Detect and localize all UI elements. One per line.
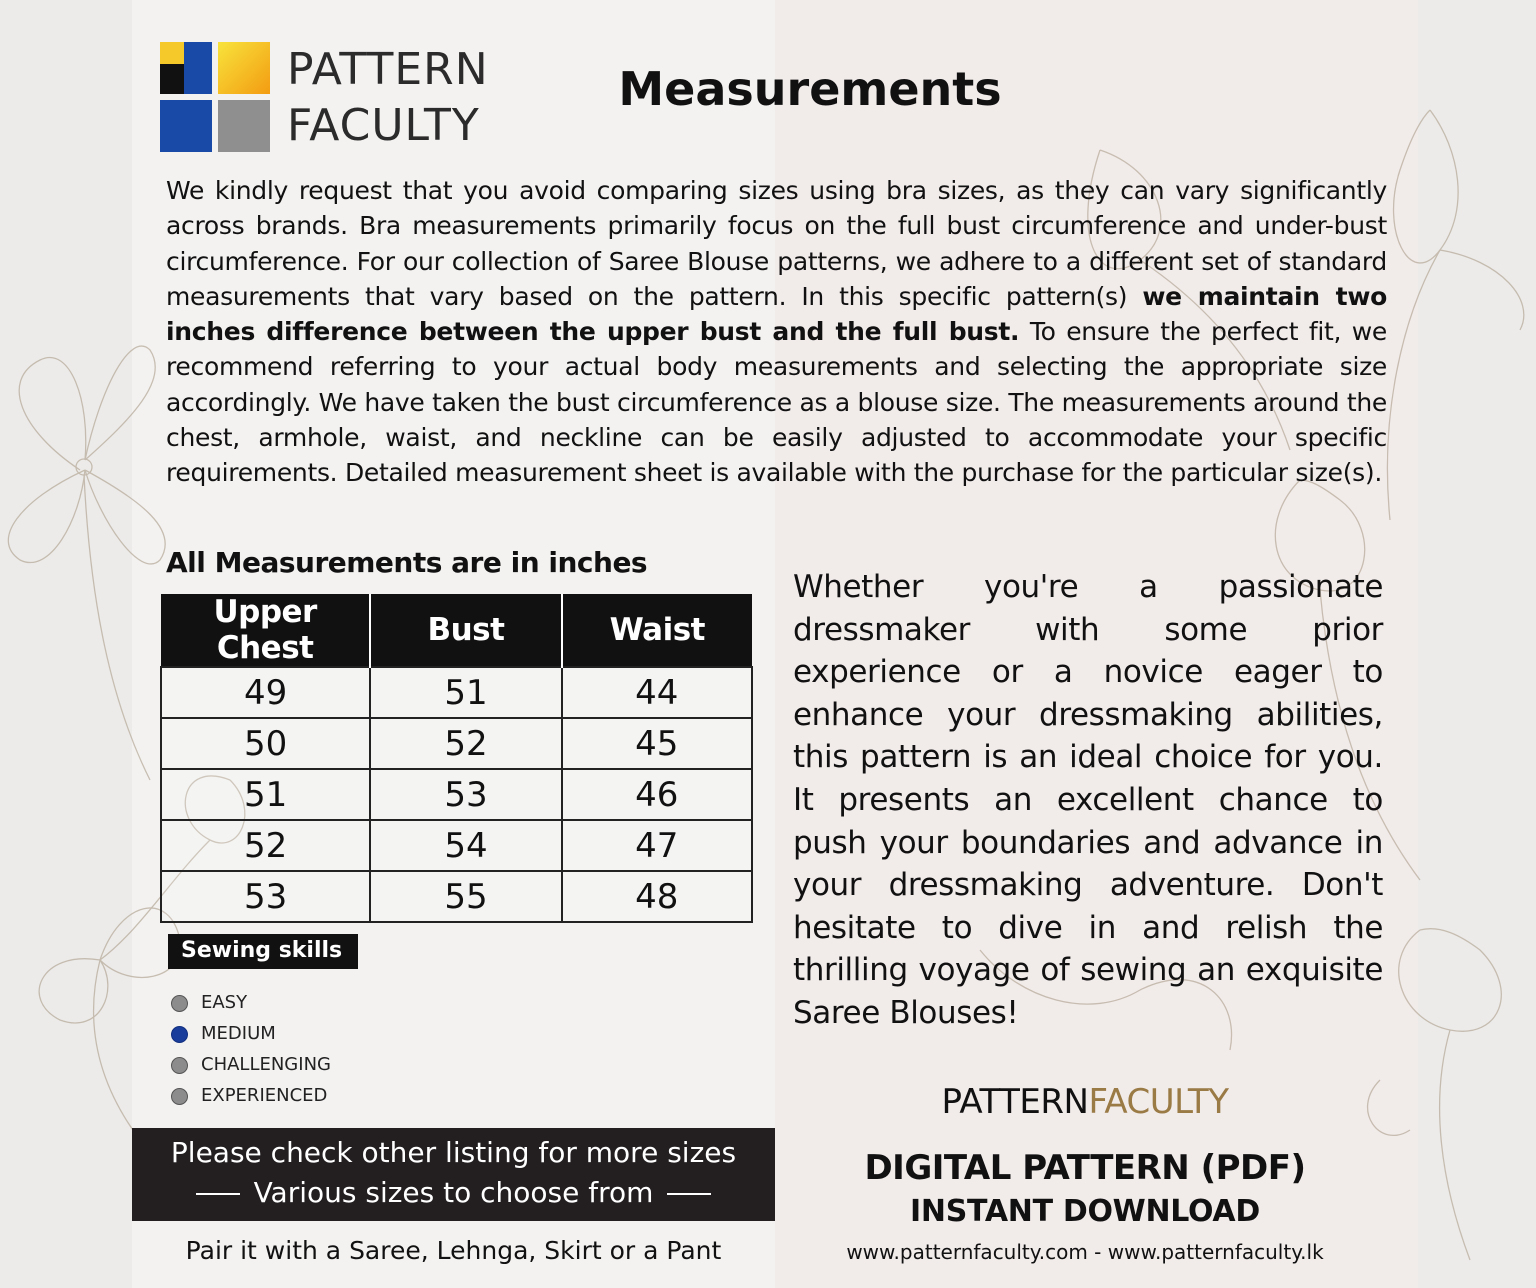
cell-bust: 55 xyxy=(370,871,561,922)
digital-pattern-label: DIGITAL PATTERN (PDF) xyxy=(864,1148,1306,1188)
radio-dot-selected-icon xyxy=(171,1026,188,1043)
table-row xyxy=(161,769,752,820)
logo-square-orange xyxy=(218,42,270,94)
brand-part1: PATTERN xyxy=(941,1082,1089,1122)
banner-line1: Please check other listing for more sizes xyxy=(170,1136,737,1169)
table-header-row xyxy=(161,594,752,667)
website-urls: www.patternfaculty.com - www.patternfaculty.lk xyxy=(846,1240,1324,1264)
banner-line2: Various sizes to choose from xyxy=(253,1176,654,1209)
brand-part2: FACULTY xyxy=(1088,1082,1229,1122)
cell-waist: 45 xyxy=(562,718,752,769)
header-waist: Waist xyxy=(562,594,752,667)
cell-upper-chest: 53 xyxy=(161,871,370,922)
radio-dot-icon xyxy=(171,995,188,1012)
more-sizes-banner xyxy=(132,1128,775,1221)
skill-label: MEDIUM xyxy=(201,1023,276,1044)
page-title: Measurements xyxy=(618,62,1002,116)
cell-bust: 53 xyxy=(370,769,561,820)
table-row xyxy=(161,718,752,769)
cell-waist: 46 xyxy=(562,769,752,820)
measurements-heading: All Measurements are in inches xyxy=(166,546,648,579)
cell-upper-chest: 50 xyxy=(161,718,370,769)
header-upper-chest: Upper Chest xyxy=(161,594,370,667)
pairing-text: Pair it with a Saree, Lehnga, Skirt or a Pant xyxy=(185,1236,722,1265)
instant-download-label: INSTANT DOWNLOAD xyxy=(910,1194,1260,1229)
intro-text-bold: we maintain two inches difference between the upper bust and the full bust. xyxy=(166,281,1388,347)
radio-dot-icon xyxy=(171,1057,188,1074)
cell-bust: 54 xyxy=(370,820,561,871)
description-paragraph: Whether you're a passionate dressmaker with some prior experience or a novice eager to enhance your dressmaking abilities, this pattern is an ideal choice for you. It presents an excellent chance to push your boundaries and advance in your dressmaking adventure. Don't hesitate to dive in and relish the thrilling voyage of sewing an exquisite Saree Blouses! xyxy=(793,569,1383,1031)
logo-text-line1: PATTERN xyxy=(287,44,489,95)
logo-square-gray xyxy=(218,100,270,152)
header-bust: Bust xyxy=(370,594,561,667)
logo-square-blue xyxy=(160,100,212,152)
cell-waist: 44 xyxy=(562,667,752,718)
size-table xyxy=(160,594,753,923)
dash-line-left xyxy=(196,1193,240,1195)
dash-line-right xyxy=(667,1193,711,1195)
radio-dot-icon xyxy=(171,1088,188,1105)
banner-line2-wrap xyxy=(132,1176,775,1209)
logo-text-line2: FACULTY xyxy=(287,100,480,151)
brand-wordmark xyxy=(880,1082,1290,1122)
cell-bust: 51 xyxy=(370,667,561,718)
pattern-faculty-logo xyxy=(160,42,489,154)
intro-text-part2: To ensure the perfect fit, we recommend referring to your actual body measurements and selecting the appropriate size accordingly. We have taken the bust circumference as a blouse size. The measurements around the chest, armhole, waist, and neckline can be easily adjusted to accommodate your specific requirements. Detailed measurement sheet is available with the purchase for the particular size(s). xyxy=(166,317,1387,488)
cell-upper-chest: 49 xyxy=(161,667,370,718)
intro-paragraph xyxy=(166,173,1387,491)
cell-upper-chest: 52 xyxy=(161,820,370,871)
intro-text-part1: We kindly request that you avoid comparing sizes using bra sizes, as they can vary significantly across brands. Bra measurements primarily focus on the full bust circumference and under-bust circumference. For our collection of Saree Blouse patterns, we adhere to a different set of standard measurements that vary based on the pattern. In this specific pattern(s) xyxy=(166,176,1387,311)
sewing-skills-label: Sewing skills xyxy=(168,934,358,969)
skill-label: CHALLENGING xyxy=(201,1054,331,1075)
table-row xyxy=(161,820,752,871)
cell-waist: 47 xyxy=(562,820,752,871)
cell-waist: 48 xyxy=(562,871,752,922)
skill-label: EASY xyxy=(201,992,248,1013)
table-row xyxy=(161,667,752,718)
skill-label: EXPERIENCED xyxy=(201,1085,328,1106)
cell-bust: 52 xyxy=(370,718,561,769)
table-row xyxy=(161,871,752,922)
cell-upper-chest: 51 xyxy=(161,769,370,820)
logo-square-yellow xyxy=(160,42,184,64)
